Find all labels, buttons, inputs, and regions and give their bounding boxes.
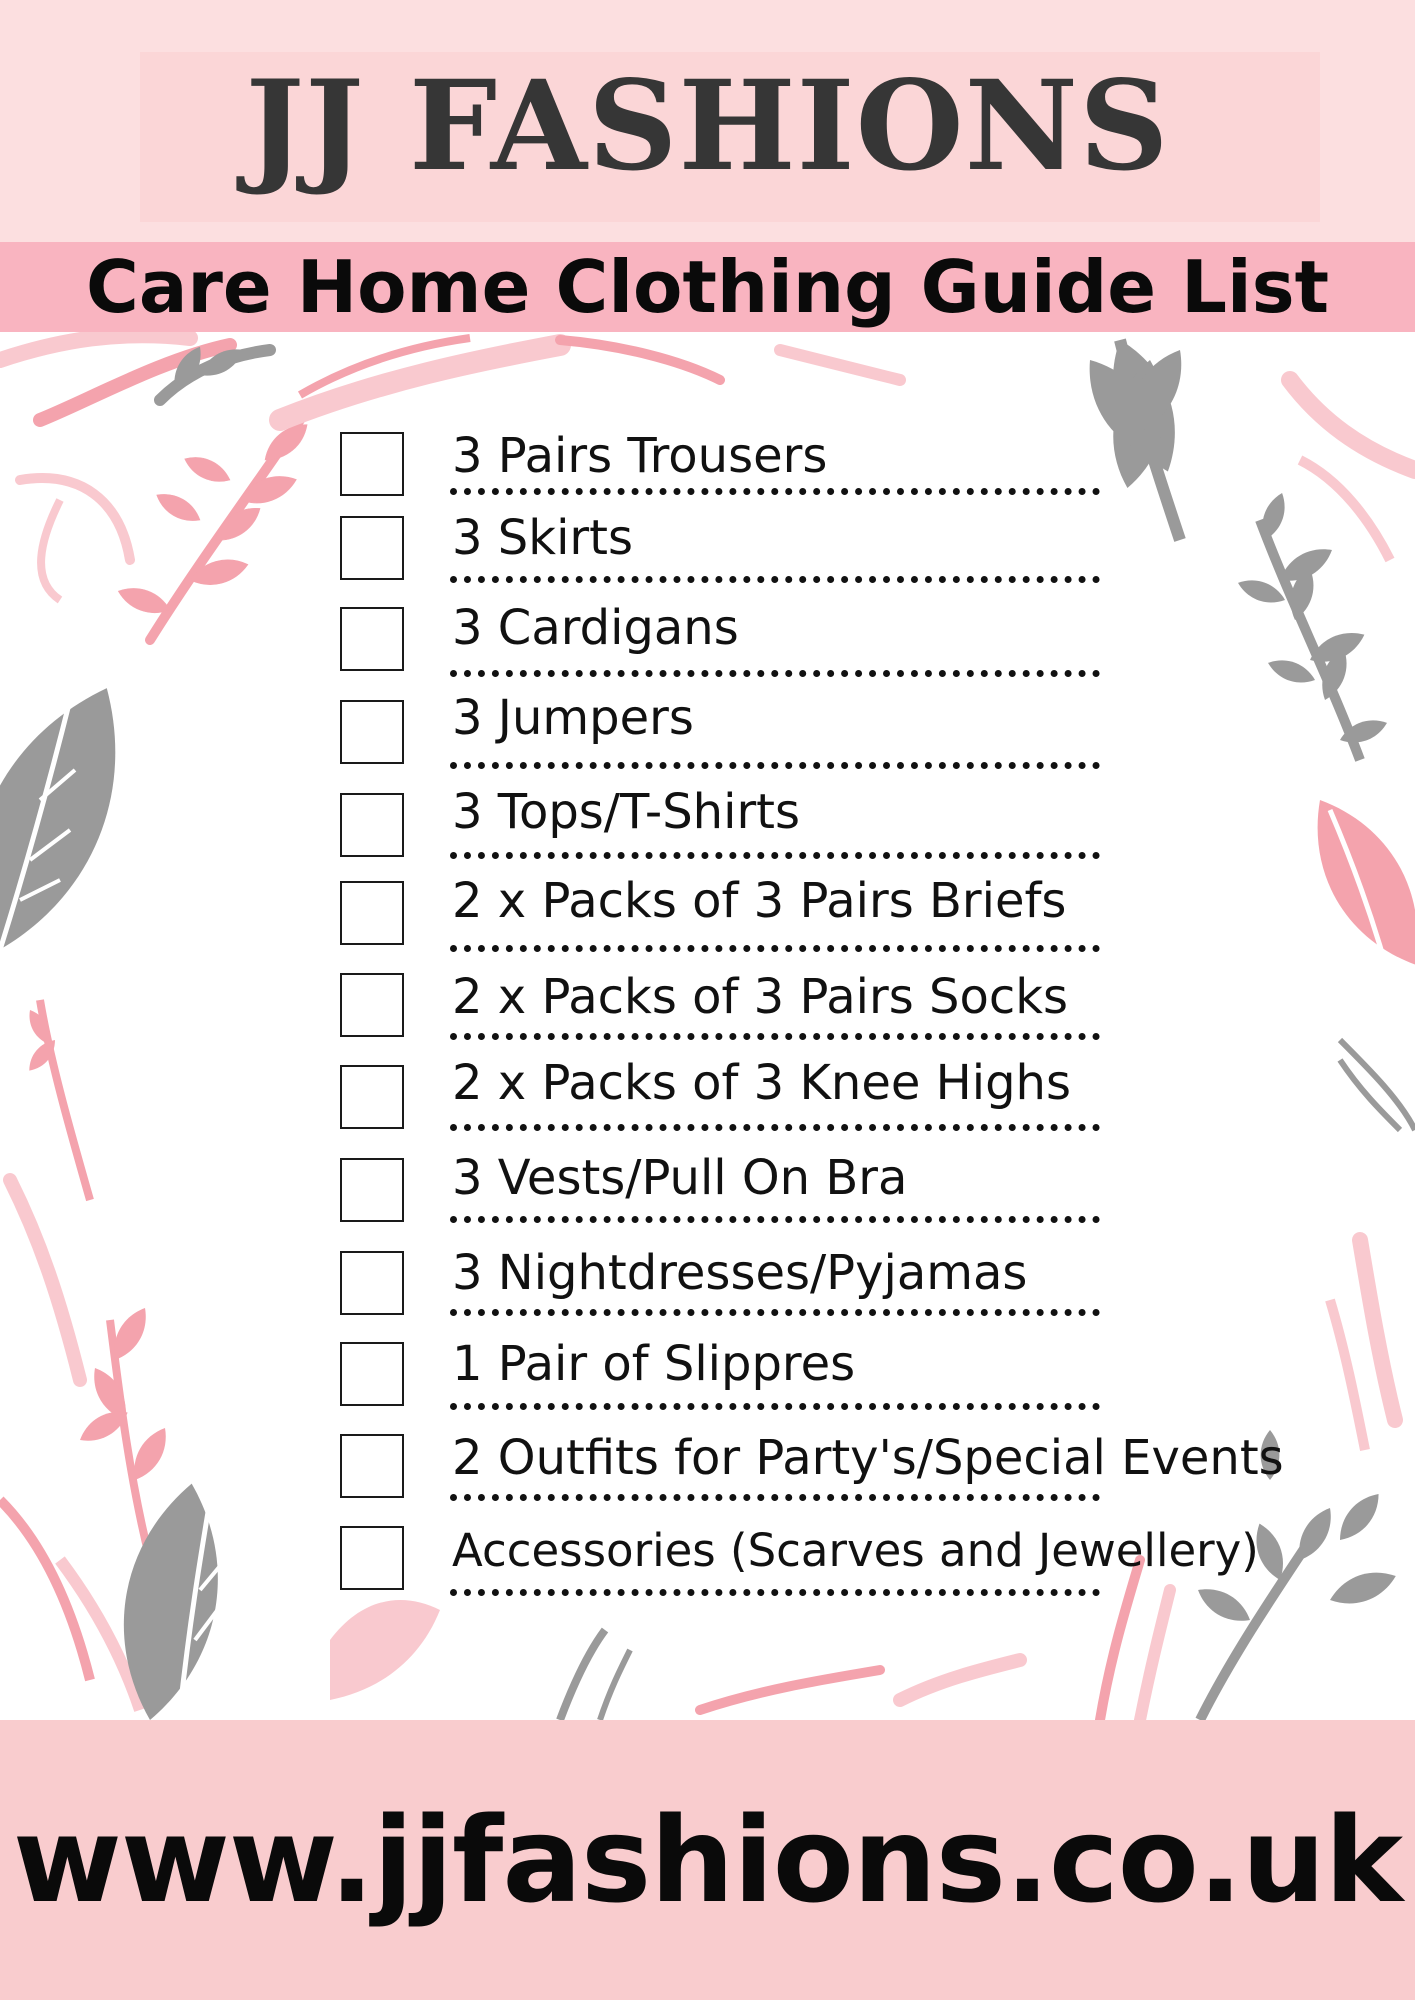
checklist-item-label: 3 Skirts (452, 510, 633, 566)
checklist-item-label: 2 Outfits for Party's/Special Events (452, 1430, 1284, 1486)
checklist-item-label: 3 Vests/Pull On Bra (452, 1150, 908, 1206)
checklist-item (0, 510, 1415, 590)
leaf-sprig-bottom-center (330, 1600, 1020, 1720)
checkbox[interactable] (340, 1065, 404, 1129)
checkbox[interactable] (340, 881, 404, 945)
dotted-line (450, 945, 1100, 952)
checkbox[interactable] (340, 1526, 404, 1590)
dotted-line (450, 576, 1100, 583)
checklist-item-label: 3 Nightdresses/Pyjamas (452, 1245, 1028, 1301)
website-url: www.jjfashions.co.uk (12, 1791, 1403, 1929)
checklist-item-label: 2 x Packs of 3 Pairs Socks (452, 969, 1069, 1025)
checkbox[interactable] (340, 973, 404, 1037)
dotted-line (450, 1216, 1100, 1223)
checklist-item (0, 969, 1415, 1049)
checklist-item (0, 428, 1415, 508)
checklist-item (0, 1336, 1415, 1416)
checkbox[interactable] (340, 700, 404, 764)
checklist-item-label: 2 x Packs of 3 Knee Highs (452, 1055, 1071, 1111)
checklist-item-label: 3 Tops/T-Shirts (452, 784, 800, 840)
dotted-line (450, 852, 1100, 859)
checklist-item (0, 1150, 1415, 1230)
checklist-item (0, 1430, 1415, 1510)
checklist-item-label: 2 x Packs of 3 Pairs Briefs (452, 873, 1067, 929)
checklist-item-label: Accessories (Scarves and Jewellery) (452, 1524, 1259, 1577)
checkbox[interactable] (340, 1434, 404, 1498)
dotted-line (450, 1589, 1100, 1596)
dotted-line (450, 1403, 1100, 1410)
checkbox[interactable] (340, 607, 404, 671)
checkbox[interactable] (340, 1158, 404, 1222)
checklist-item-label: 3 Pairs Trousers (452, 428, 828, 484)
dotted-line (450, 762, 1100, 769)
checkbox[interactable] (340, 432, 404, 496)
checklist-item (0, 1245, 1415, 1325)
checklist-item-label: 1 Pair of Slippres (452, 1336, 856, 1392)
checklist-item (0, 1055, 1415, 1135)
checklist-item (0, 600, 1415, 680)
dotted-line (450, 1309, 1100, 1316)
checkbox[interactable] (340, 1342, 404, 1406)
checklist-item (0, 873, 1415, 953)
checklist-item-label: 3 Jumpers (452, 690, 694, 746)
leaf-sprig-top-center (160, 338, 900, 420)
dotted-line (450, 670, 1100, 677)
dotted-line (450, 1494, 1100, 1501)
checklist-item (0, 784, 1415, 864)
checklist-item-label: 3 Cardigans (452, 600, 739, 656)
checklist-item (0, 690, 1415, 770)
brand-logo-text: JJ FASHIONS (245, 54, 1170, 199)
checkbox[interactable] (340, 516, 404, 580)
checkbox[interactable] (340, 1251, 404, 1315)
checkbox[interactable] (340, 793, 404, 857)
page-title: Care Home Clothing Guide List (86, 245, 1329, 329)
dotted-line (450, 488, 1100, 495)
dotted-line (450, 1033, 1100, 1040)
dotted-line (450, 1124, 1100, 1131)
checklist-item (0, 1523, 1415, 1603)
